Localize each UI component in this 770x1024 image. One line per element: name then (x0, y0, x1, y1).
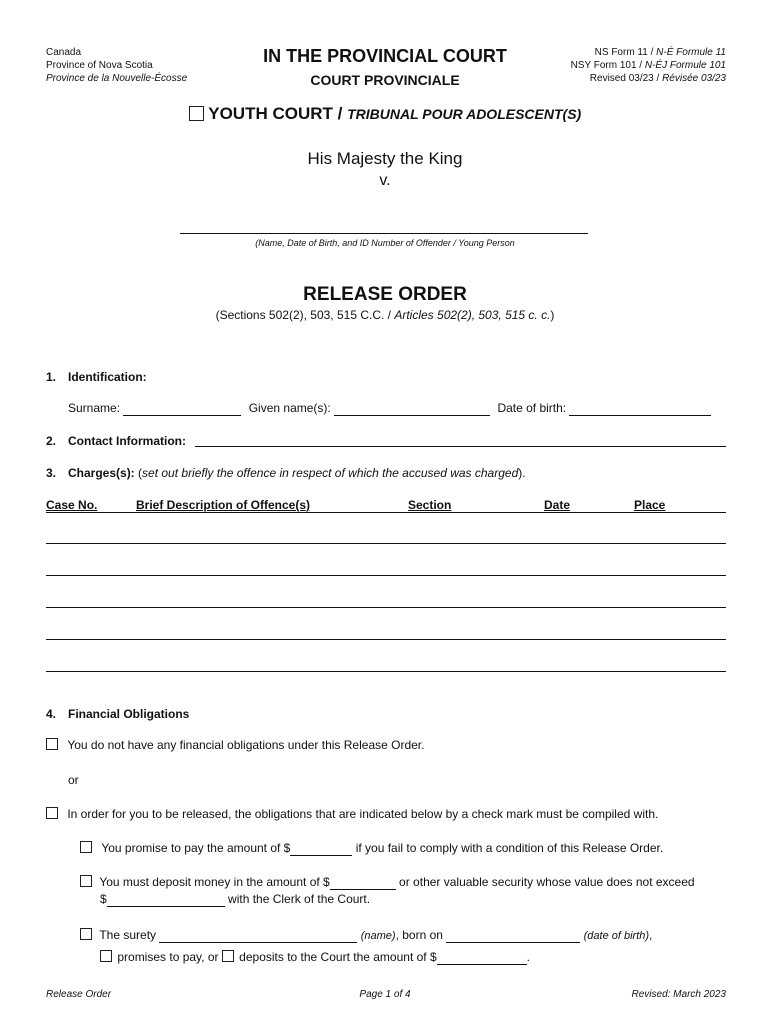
charges-row[interactable] (46, 543, 726, 544)
footer-page-number: Page 1 of 4 (359, 989, 411, 1000)
given-names-field[interactable] (334, 401, 490, 416)
no-obligations-text: You do not have any financial obligations under this Release Order. (67, 738, 425, 752)
sections-ref: (Sections 502(2), 503, 515 C.C. / Articles 502(2), 503, 515 c. c.) (215, 308, 555, 322)
section-1-label: Identification: (68, 370, 147, 384)
col-section: Section (408, 498, 452, 512)
section-4-number: 4. (46, 707, 57, 721)
section-3-label: Charges(s): (68, 466, 135, 480)
court-title-fr-text: COURT PROVINCIALE (310, 72, 460, 88)
identification-row (68, 401, 726, 416)
col-description: Brief Description of Offence(s) (136, 498, 311, 512)
versus: v. (379, 172, 391, 189)
promise-text-end: if you fail to comply with a condition of this Release Order. (352, 841, 664, 855)
deposit-limit-field[interactable] (107, 892, 225, 907)
deposit-text: You must deposit money in the amount of $ (99, 875, 330, 889)
obligations-option (46, 807, 658, 821)
contact-info-field[interactable] (195, 446, 726, 447)
promise-checkbox[interactable] (80, 841, 92, 853)
youth-court-label-fr: TRIBUNAL POUR ADOLESCENT(S) (347, 106, 582, 122)
page-title: RELEASE ORDER (303, 284, 467, 305)
date-of-birth-field[interactable] (569, 401, 711, 416)
section-3-heading: Charges(s): (set out briefly the offence in respect of which the accused was charged). (68, 466, 526, 480)
deposit-limit-line: $ with the Clerk of the Court. (100, 892, 371, 906)
charges-row[interactable] (46, 639, 726, 640)
deposits-text: deposits to the Court the amount of $ (239, 950, 437, 964)
crown-party: His Majesty the King (307, 149, 463, 168)
form-number-block (571, 46, 726, 85)
surety-option: The surety (name), born on (date of birth), (80, 928, 652, 943)
obligations-text: In order for you to be released, the obligations that are indicated below by a check mark must be compiled with. (67, 807, 659, 821)
deposit-text-end: with the Clerk of the Court. (224, 892, 371, 906)
form-nsy: NSY Form 101 / N-ÉJ Formule 101 (570, 60, 726, 71)
youth-court-line (0, 104, 770, 124)
section-1-number: 1. (46, 370, 57, 384)
or-label: or (68, 773, 79, 787)
no-obligations-checkbox[interactable] (46, 738, 58, 750)
country-label: Canada (46, 47, 82, 58)
deposits-amount-field[interactable] (437, 950, 527, 965)
footer-revised: Revised: March 2023 (631, 989, 726, 1000)
charges-row[interactable] (46, 671, 726, 672)
footer-form-name: Release Order (46, 989, 112, 1000)
surety-name-caption: (name) (360, 930, 396, 942)
section-4-label: Financial Obligations (68, 707, 190, 721)
promises-to-pay-text: promises to pay, or (117, 950, 222, 964)
promises-to-pay-checkbox[interactable] (100, 950, 112, 962)
offender-line[interactable] (180, 233, 588, 234)
surname-field[interactable] (123, 401, 241, 416)
col-case-no: Case No. (46, 498, 98, 512)
section-2-label: Contact Information: (68, 434, 186, 448)
deposit-amount-field[interactable] (330, 875, 396, 890)
promise-amount-field[interactable] (290, 841, 352, 856)
deposits-checkbox[interactable] (222, 950, 234, 962)
youth-court-label: YOUTH COURT / (208, 104, 348, 123)
section-2-number: 2. (46, 434, 57, 448)
surety-name-field[interactable] (159, 928, 357, 943)
surety-dob-field[interactable] (446, 928, 580, 943)
surety-payment-line: promises to pay, or deposits to the Court the amount of $ . (100, 950, 530, 965)
section-3-number: 3. (46, 466, 57, 480)
promise-text: You promise to pay the amount of $ (101, 841, 291, 855)
surety-text: The surety (99, 928, 160, 942)
col-place: Place (634, 498, 666, 512)
date-of-birth-label: Date of birth: (497, 401, 567, 415)
given-names-label: Given name(s): (248, 401, 331, 415)
section-3-note: set out briefly the offence in respect of which the accused was charged (142, 466, 519, 480)
charges-table-header (46, 498, 726, 513)
court-title-en-text: IN THE PROVINCIAL COURT (263, 46, 507, 66)
form-revised: Revised 03/23 / Révisée 03/23 (589, 73, 726, 84)
offender-caption: (Name, Date of Birth, and ID Number of Offender / Young Person (255, 238, 515, 248)
charges-row[interactable] (46, 607, 726, 608)
charges-row[interactable] (46, 575, 726, 576)
obligations-checkbox[interactable] (46, 807, 58, 819)
no-obligations-option (46, 738, 424, 752)
deposit-checkbox[interactable] (80, 875, 92, 887)
col-date: Date (544, 498, 571, 512)
province-label: Province of Nova Scotia (46, 60, 153, 71)
surety-dob-caption: (date of birth) (583, 930, 650, 942)
promise-option (80, 841, 663, 856)
deposit-text-cont: or other valuable security whose value does not exceed (395, 875, 695, 889)
surname-label: Surname: (68, 401, 121, 415)
deposit-option (80, 875, 730, 890)
province-label-fr: Province de la Nouvelle-Écosse (46, 73, 188, 84)
form-ns: NS Form 11 / N-É Formule 11 (594, 47, 726, 58)
youth-court-checkbox[interactable] (189, 106, 204, 121)
surety-checkbox[interactable] (80, 928, 92, 940)
